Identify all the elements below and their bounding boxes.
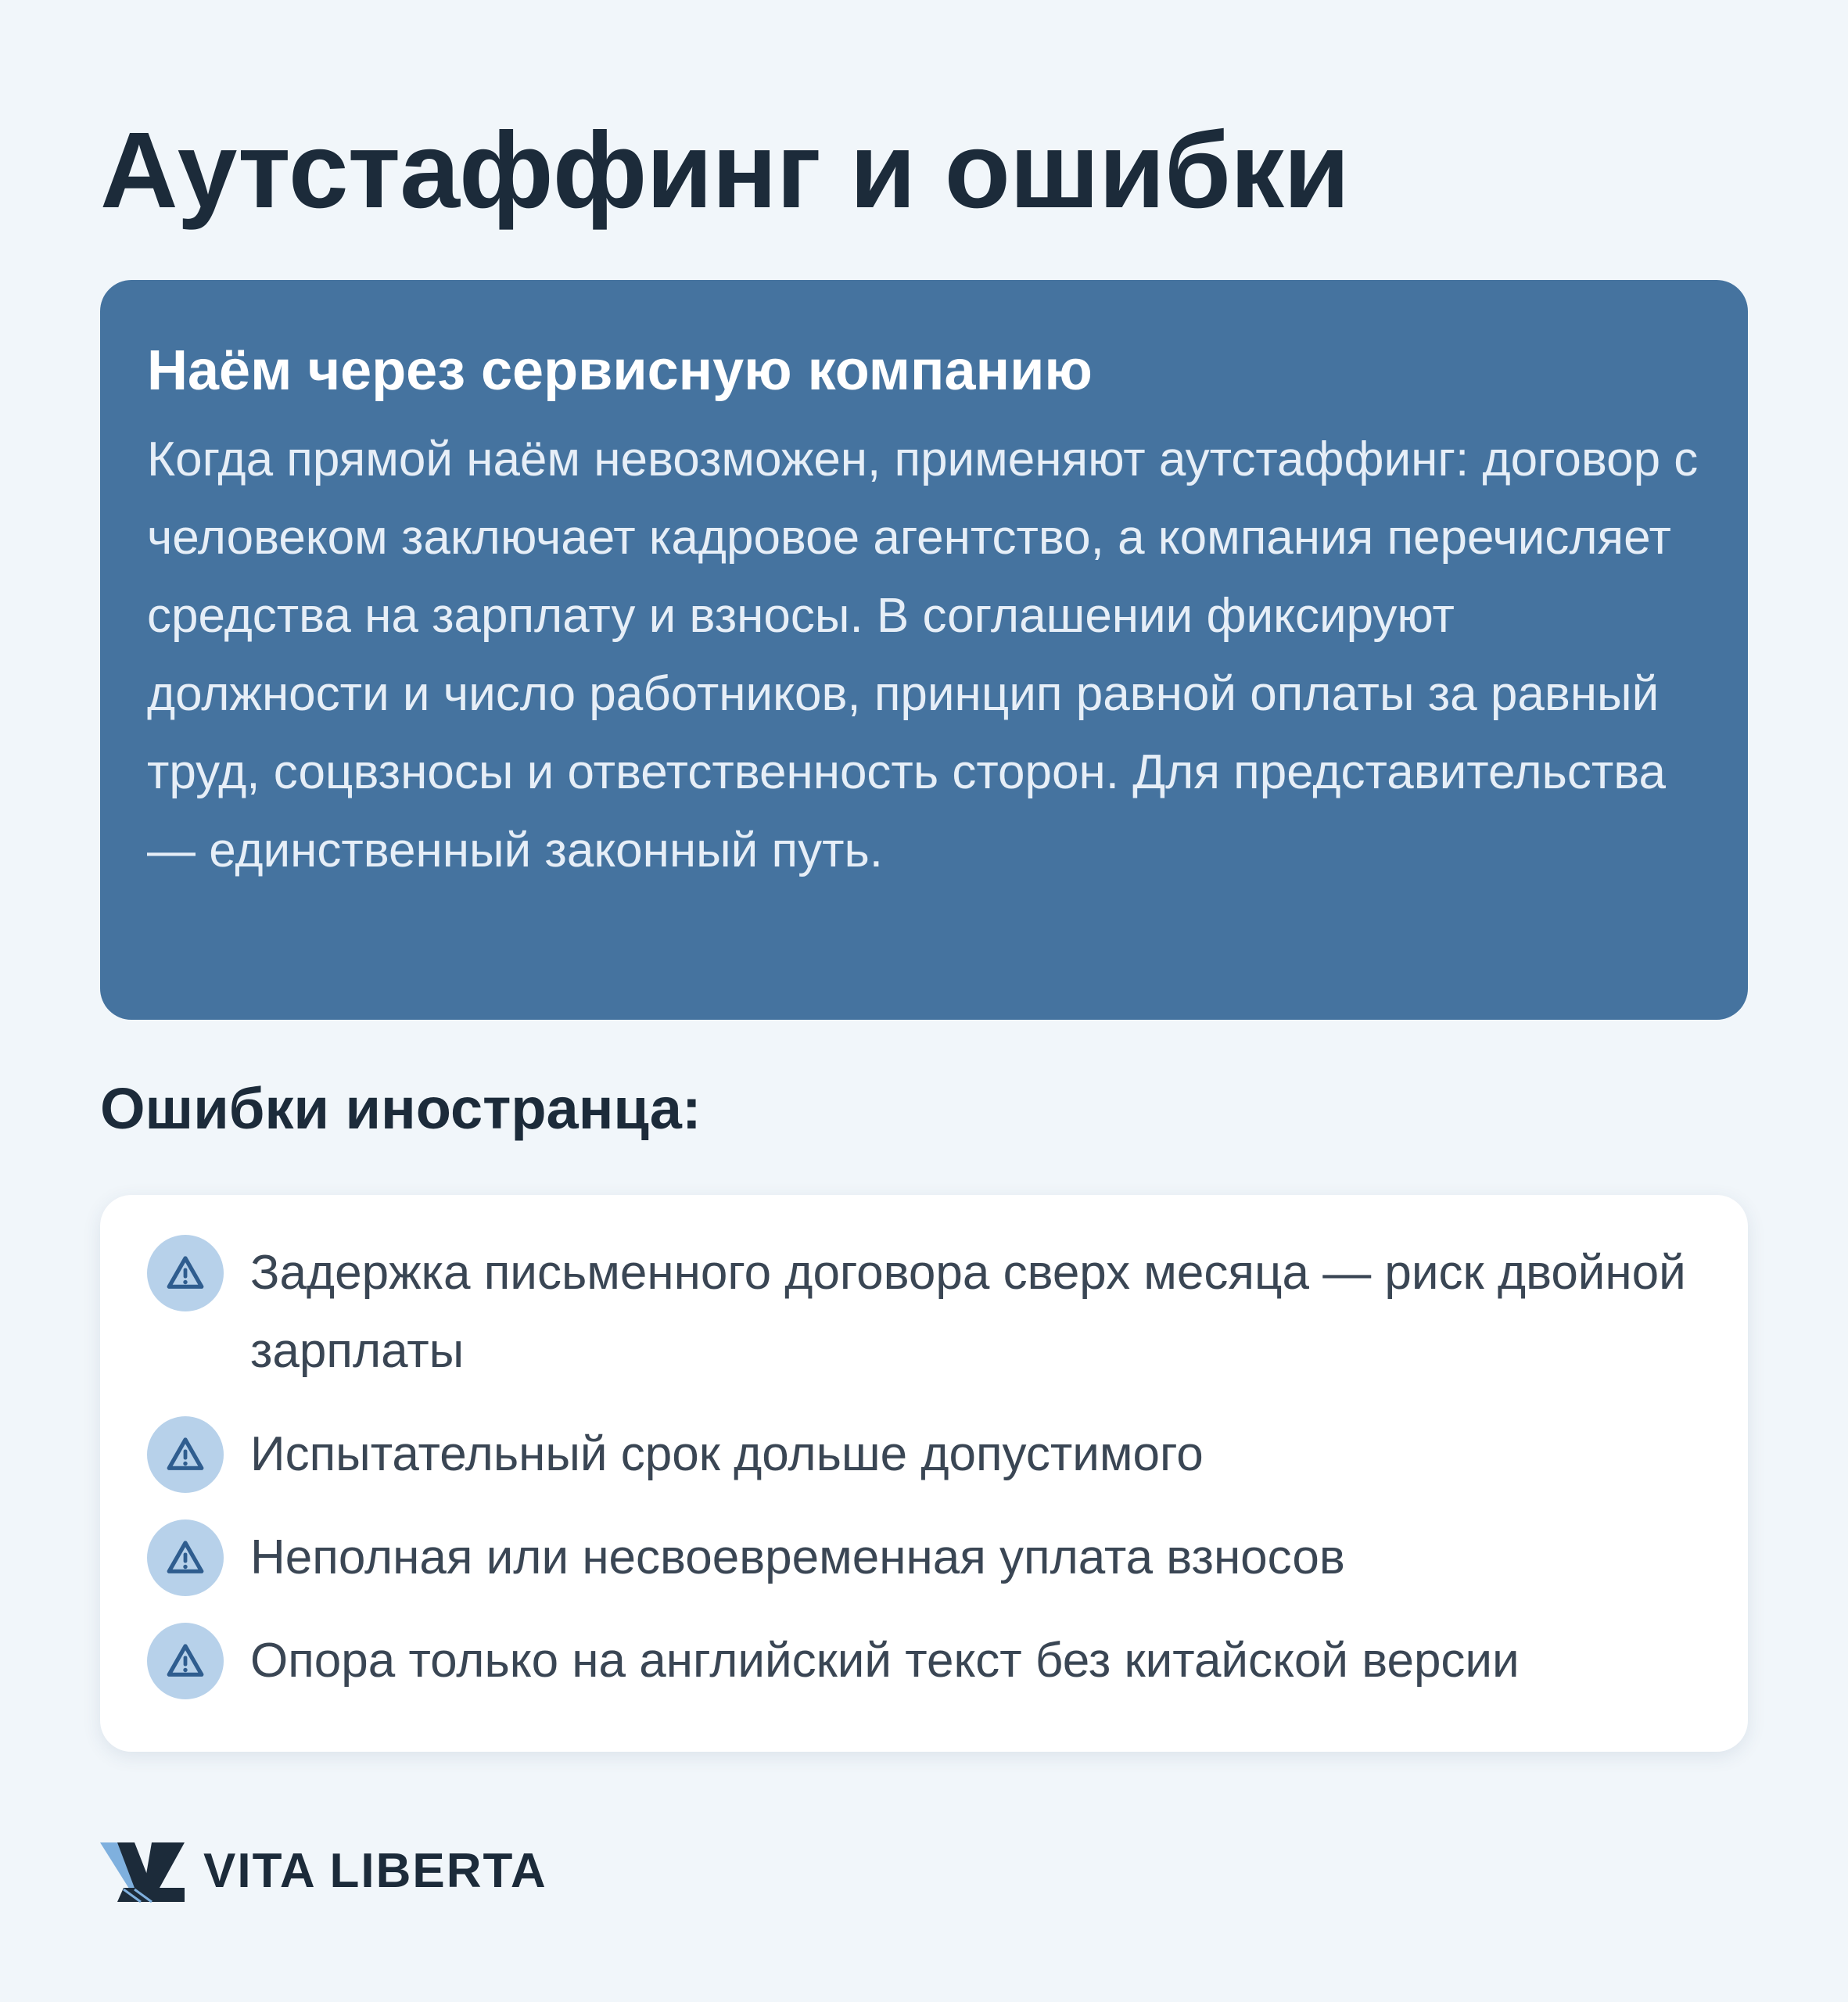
info-card-text: Когда прямой наём невозможен, применяют аутстаффинг: договор с человеком заключает кадровое агентство, а компания перечисляет средства на зарплату и взносы. В соглашении фиксируют должности и число работников, принцип равной оплаты за равный труд, соцвзносы и ответственность сторон. Для представительства — единственный законный путь. bbox=[147, 432, 1699, 877]
info-card bbox=[100, 280, 1748, 1020]
list-item bbox=[147, 1234, 1701, 1390]
info-card-heading: Наём через сервисную компанию bbox=[147, 339, 1093, 402]
list-item bbox=[147, 1415, 1701, 1494]
warning-icon bbox=[147, 1519, 224, 1596]
list-item-text: Опора только на английский текст без китайской версии bbox=[250, 1634, 1520, 1688]
warning-icon bbox=[147, 1623, 224, 1699]
list-item-text: Испытательный срок дольше допустимого bbox=[250, 1427, 1204, 1481]
brand-logo bbox=[100, 1839, 547, 1903]
list-item bbox=[147, 1519, 1701, 1597]
warning-icon bbox=[147, 1416, 224, 1493]
list-item bbox=[147, 1622, 1701, 1700]
mistakes-list bbox=[147, 1234, 1701, 1700]
vita-liberta-logo-icon bbox=[100, 1839, 185, 1903]
mistakes-heading: Ошибки иностранца: bbox=[100, 1076, 702, 1141]
list-item-text: Неполная или несвоевременная уплата взносов bbox=[250, 1530, 1345, 1584]
brand-name: VITA LIBERTA bbox=[203, 1844, 547, 1898]
list-item-text: Задержка письменного договора сверх месяца — риск двойной зарплаты bbox=[250, 1246, 1686, 1378]
page-title: Аутстаффинг и ошибки bbox=[100, 110, 1349, 231]
mistakes-card bbox=[100, 1195, 1748, 1752]
warning-icon bbox=[147, 1235, 224, 1311]
